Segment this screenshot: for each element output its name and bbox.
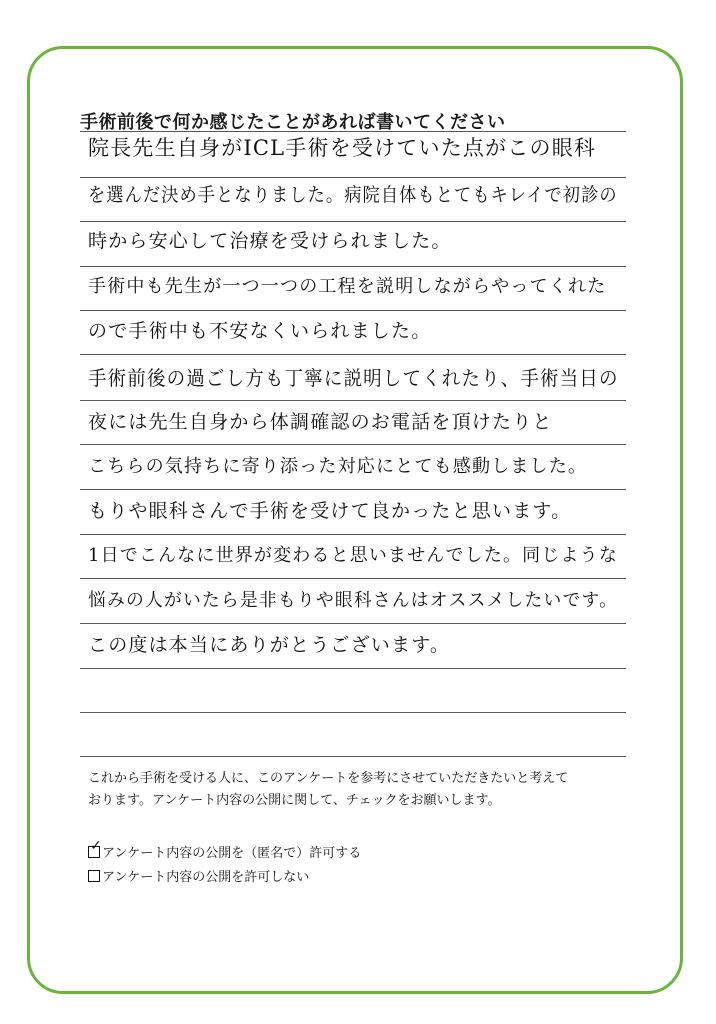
question-heading: 手術前後で何か感じたことがあれば書いてください [80,112,506,133]
handwritten-line: もりや眼科さんで手術を受けて良かったと思います。 [88,500,572,522]
ruled-line [80,756,626,757]
consent-instructions [88,768,628,812]
ruled-line [80,578,626,579]
ruled-line [80,266,626,267]
ruled-line [80,444,626,445]
handwritten-line: 悩みの人がいたら是非もりや眼科さんはオススメしたいです。 [88,590,619,611]
checkbox-deny[interactable] [88,870,100,882]
ruled-line [80,177,626,178]
ruled-line [80,354,626,355]
handwritten-line: 1日でこんなに世界が変わると思いませんでした。同じような [88,545,619,566]
option-deny-label: アンケート内容の公開を許可しない [102,870,310,885]
ruled-line [80,668,626,669]
consent-text-line-2: おります。アンケート内容の公開に関して、チェックをお願いします。 [88,793,501,808]
handwritten-line: ので手術中も不安なくいられました。 [88,320,432,342]
handwritten-line: こちらの気持ちに寄り添った対応にとても感動しました。 [88,456,588,477]
handwritten-line: 時から安心して治療を受けられました。 [88,230,452,252]
handwritten-line: 夜には先生自身から体調確認のお電話を頂けたりと [88,411,553,433]
ruled-line [80,310,626,311]
checkbox-allow[interactable] [88,837,102,858]
ruled-line [80,400,626,401]
consent-text-line-1: これから手術を受ける人に、このアンケートを参考にさせていただきたいと考えて [88,771,569,786]
handwritten-line: この度は本当にありがとうございます。 [88,634,451,656]
handwritten-line: 手術中も先生が一つ一つの工程を説明しながらやってくれた [88,276,607,297]
handwritten-line: 院長先生自身がICL手術を受けていた点がこの眼科 [88,136,597,160]
ruled-line [80,623,626,624]
consent-option-allow[interactable] [88,837,362,861]
ruled-line [80,712,626,713]
check-mark-icon: ✓ [90,837,102,854]
ruled-line [80,489,626,490]
ruled-line [80,534,626,535]
option-allow-label: アンケート内容の公開を（匿名で）許可する [102,846,362,861]
consent-option-deny[interactable] [88,866,309,885]
handwritten-line: 手術前後の過ごし方も丁寧に説明してくれたり、手術当日の [88,366,619,390]
handwritten-line: を選んだ決め手となりました。病院自体もとてもキレイで初診の [88,184,618,206]
ruled-line [80,221,626,222]
